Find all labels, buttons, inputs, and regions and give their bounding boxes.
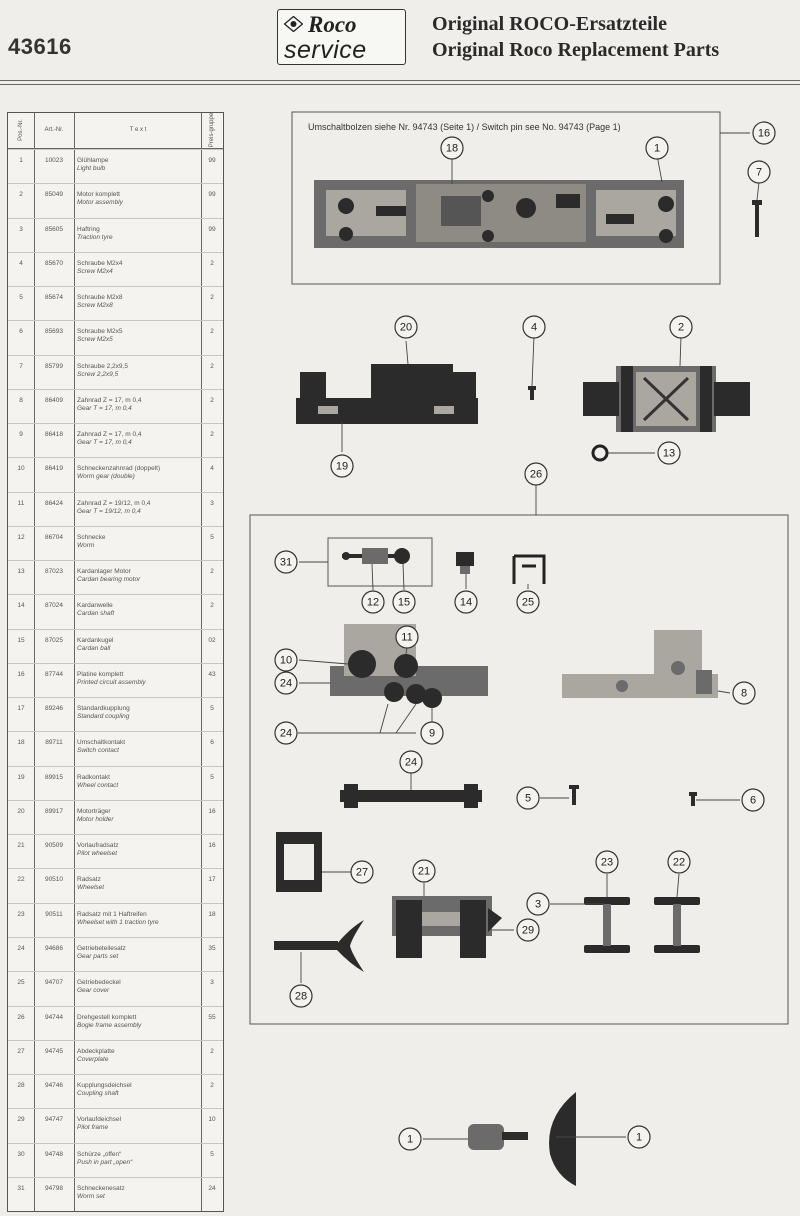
description-german: Schneckenzahnrad (doppelt) [77,465,161,473]
part-position: 15 [17,636,25,644]
callout-18 [441,137,463,159]
description-german: Motor komplett [77,191,120,199]
callout-label: 10 [279,654,293,667]
part-position: 4 [19,259,23,267]
callout-label: 13 [662,447,676,460]
part-position: 25 [17,979,25,987]
callout-19 [331,455,353,477]
callout-2 [670,316,692,338]
wheelset-22 [654,897,700,953]
description-german: Radkontakt [77,773,110,781]
part-position: 10 [17,465,25,473]
callout-25 [517,591,539,613]
description-english: Pilot wheelset [77,850,118,858]
price-group: 5 [210,533,214,541]
col-header-group: Preis-gruppe [209,112,215,148]
article-number: 90510 [44,876,64,884]
description-english: Pilot frame [77,1124,109,1132]
description-german: Zahnrad Z = 19/12, m 0,4 [77,499,151,507]
description-german: Schraube 2,2x9,5 [77,362,128,370]
description-german: Glühlampe [77,157,109,164]
part-position: 29 [17,1116,25,1124]
price-group: 17 [208,876,216,884]
price-group: 3 [210,499,214,507]
callout-label: 7 [755,166,763,179]
callout-label: 12 [366,596,380,609]
part-position: 3 [19,225,23,233]
callout-24 [275,722,297,744]
article-number: 86704 [44,533,64,541]
table-row [8,457,223,491]
table-row [8,731,223,765]
price-group: 55 [208,1013,216,1021]
part-position: 2 [19,191,23,199]
header-rule-top [0,80,800,81]
callout-label: 4 [530,321,538,334]
screw-6 [689,792,697,806]
table-row [8,937,223,971]
table-row [8,663,223,697]
price-group: 2 [210,602,214,610]
screw-5 [569,785,579,805]
callout-label: 26 [529,468,543,481]
article-number: 86418 [44,431,64,439]
price-group: 2 [210,294,214,302]
callout-label: 27 [355,866,369,879]
article-number: 85670 [44,259,64,267]
article-number: 87023 [44,568,64,576]
callout-label: 22 [672,856,686,869]
callout-label: 18 [445,142,459,155]
table-row [8,697,223,731]
header-rule-bottom [0,84,800,85]
table-row [8,1177,223,1211]
description-english: Coverplate [77,1055,109,1063]
callout-label: 1 [406,1133,414,1146]
description-german: Umschaltkontakt [77,739,126,747]
part-position: 21 [17,842,25,850]
screw-4 [528,386,536,400]
price-group: 99 [208,225,216,233]
price-group: 5 [210,773,214,781]
article-number: 89915 [44,773,64,781]
callout-29 [517,919,539,941]
callout-label: 21 [417,865,431,878]
description-english: Screw M2x5 [77,336,113,344]
description-german: Kardankugel [77,636,114,644]
cardan-bearing [593,446,607,460]
description-english: Motor holder [77,815,114,823]
part-position: 20 [17,807,25,815]
description-german: Motorträger [77,807,111,815]
description-english: Worm [77,541,95,549]
callout-label: 31 [279,556,293,569]
description-english: Wheel contact [77,781,119,789]
callout-label: 29 [521,924,535,937]
callout-label: 25 [521,596,535,609]
screw-7 [752,200,762,237]
callout-13 [658,442,680,464]
callout-24 [275,672,297,694]
part-position: 26 [17,1013,25,1021]
price-group: 2 [210,431,214,439]
part-position: 14 [17,602,25,610]
table-row [8,868,223,902]
article-number: 85049 [44,191,64,199]
table-row [8,594,223,628]
price-group: 16 [208,807,216,815]
article-number: 89711 [45,739,63,747]
callout-31 [275,551,297,573]
callout-label: 19 [335,460,349,473]
price-group: 99 [208,191,216,199]
description-english: Gear cover [77,987,110,995]
switch-pin-note: Umschaltbolzen siehe Nr. 94743 (Seite 1) / Switch pin see No. 94743 (Page 1) [308,122,621,132]
part-position: 17 [17,705,25,713]
callout-label: 24 [279,727,293,740]
article-number: 94745 [44,1047,64,1055]
table-row [8,971,223,1005]
table-row [8,286,223,320]
article-number: 86409 [44,396,64,404]
light-bulb-bottom [468,1124,528,1150]
callout-label: 15 [397,596,411,609]
callout-label: 28 [294,990,308,1003]
callout-label: 2 [677,321,685,334]
part-position: 30 [17,1150,25,1158]
callout-label: 8 [740,687,748,700]
price-group: 02 [208,636,216,644]
description-german: Vorlaufdeichsel [77,1116,122,1124]
callout-6 [742,789,764,811]
callout-1 [399,1128,421,1150]
logo-service: service [284,36,367,64]
table-row [8,800,223,834]
article-number: 86424 [44,499,64,507]
article-number: 10023 [44,157,64,164]
col-header-text: T e x t [129,127,147,133]
table-row [8,149,223,183]
roco-emblem-icon [284,16,303,32]
price-group: 4 [210,465,214,473]
description-english: Light bulb [77,165,106,172]
article-number: 90511 [45,910,63,918]
table-row [8,526,223,560]
description-german: Radsatz [77,876,101,884]
article-number: 94798 [44,1184,64,1192]
part-position: 1 [19,157,23,164]
part-position: 16 [17,670,25,678]
callout-label: 16 [757,127,771,140]
description-english: Printed circuit assembly [77,678,146,686]
coverplate [276,832,322,892]
part-position: 28 [17,1082,25,1090]
description-german: Schneckenesatz [77,1184,125,1192]
description-english: Cardan ball [77,644,111,652]
description-german: Kupplungsdeichsel [77,1082,132,1090]
callout-label: 24 [279,677,293,690]
description-english: Worm set [77,1192,105,1200]
price-group: 24 [208,1184,216,1192]
part-position: 8 [19,396,23,404]
table-row [8,423,223,457]
article-number: 85674 [44,294,64,302]
table-row [8,183,223,217]
price-group: 2 [210,568,214,576]
part-position: 6 [19,328,23,336]
price-group: 5 [210,1150,214,1158]
description-german: Drehgestell komplett [77,1013,137,1021]
price-group: 2 [210,1047,214,1055]
callout-9 [421,722,443,744]
title-english: Original Roco Replacement Parts [432,39,720,61]
callout-label: 3 [534,898,542,911]
description-german: Getriebeteilesatz [77,944,126,952]
worm-shaft [342,548,410,564]
table-row [8,560,223,594]
description-german: Haftring [77,225,100,233]
description-english: Traction tyre [77,233,113,241]
callout-12 [362,591,384,613]
callout-16 [753,122,775,144]
part-position: 22 [17,876,25,884]
article-number: 94747 [44,1116,64,1124]
table-row [8,834,223,868]
callout-23 [596,851,618,873]
description-english: Screw M2x4 [77,267,113,275]
callout-15 [393,591,415,613]
callout-1 [646,137,668,159]
callout-22 [668,851,690,873]
part-position: 31 [17,1184,25,1192]
price-group: 35 [208,944,216,952]
printed-circuit-assembly [314,180,684,248]
callout-5 [517,787,539,809]
part-position: 19 [17,773,25,781]
article-number: 94744 [44,1013,64,1021]
callout-label: 14 [459,596,473,609]
table-row [8,218,223,252]
article-number: 87025 [44,636,64,644]
callout-28 [290,985,312,1007]
cardan-shaft [456,552,474,574]
pilot-frame [392,896,502,958]
callout-26 [525,463,547,485]
description-german: Kardanlager Motor [77,568,131,576]
price-group: 6 [210,739,214,747]
description-english: Wheelset [77,884,105,892]
table-row [8,389,223,423]
callout-label: 9 [428,727,436,740]
description-english: Gear parts set [77,952,119,960]
callout-label: 5 [524,792,532,805]
table-row [8,1006,223,1040]
article-number: 89917 [44,807,64,815]
callout-label: 24 [404,756,418,769]
parts-table [7,112,224,1212]
gear-cover [514,556,544,584]
callout-1 [628,1126,650,1148]
description-german: Schraube M2x8 [77,294,123,302]
callout-8 [733,682,755,704]
part-position: 12 [17,533,25,541]
price-group: 2 [210,328,214,336]
part-position: 18 [17,739,25,747]
wheelset-23 [584,897,630,953]
price-group: 2 [210,259,214,267]
article-number: 90509 [44,842,64,850]
part-position: 23 [17,910,25,918]
description-english: Bogie frame assembly [77,1021,142,1029]
description-english: Switch contact [77,747,119,755]
description-english: Gear T = 17, m 0,4 [77,404,132,412]
price-group: 3 [210,979,214,987]
description-german: Schürze „offen“ [77,1150,122,1158]
callout-20 [395,316,417,338]
callout-4 [523,316,545,338]
callout-14 [455,591,477,613]
callout-label: 1 [653,142,661,155]
motor-assembly [583,366,750,432]
price-group: 99 [208,157,216,164]
part-position: 11 [17,499,25,507]
callout-3 [527,893,549,915]
table-row [8,1074,223,1108]
article-number: 94746 [44,1082,64,1090]
description-english: Wheelset with 1 traction tyre [77,918,159,926]
description-german: Getriebedeckel [77,979,121,987]
description-german: Zahnrad Z = 17, m 0,4 [77,431,142,439]
article-number: 85605 [44,225,64,233]
description-english: Push in part „open“ [77,1158,133,1166]
callout-27 [351,861,373,883]
callout-label: 20 [399,321,413,334]
part-position: 13 [17,568,25,576]
callout-21 [413,860,435,882]
table-row [8,320,223,354]
part-position: 7 [19,362,23,370]
table-row [8,1143,223,1177]
callout-label: 6 [749,794,757,807]
price-group: 10 [208,1116,216,1124]
price-group: 2 [210,396,214,404]
table-row [8,903,223,937]
description-english: Motor assembly [77,199,123,207]
coupling-shaft [274,920,364,972]
description-english: Cardan bearing motor [77,576,141,584]
price-group: 2 [210,1082,214,1090]
roco-service-logo [277,9,406,65]
description-english: Coupling shaft [77,1090,119,1098]
article-number: 89246 [44,705,64,713]
description-german: Radsatz mit 1 Haftreifen [77,910,147,918]
description-english: Screw M2x8 [77,302,113,310]
description-english: Standard coupling [77,713,130,721]
table-row [8,1040,223,1074]
callout-24 [400,751,422,773]
article-number: 85799 [44,362,64,370]
description-german: Vorlaufradsatz [77,842,119,850]
description-english: Gear T = 17, m 0,4 [77,439,132,447]
table-row [8,252,223,286]
price-group: 5 [210,705,214,713]
article-number: 85693 [44,328,64,336]
article-number: 94748 [44,1150,64,1158]
description-german: Schnecke [77,533,106,541]
part-position: 9 [19,431,23,439]
table-row [8,355,223,389]
price-group: 2 [210,362,214,370]
article-number: 86419 [44,465,64,473]
title-german: Original ROCO-Ersatzteile [432,13,667,35]
col-header-art: Art.-Nr. [44,127,64,133]
description-german: Abdeckplatte [77,1047,115,1055]
callout-7 [748,161,770,183]
table-row [8,492,223,526]
description-german: Zahnrad Z = 17, m 0,4 [77,396,142,404]
col-header-pos: Pos.-Nr. [18,119,24,141]
description-english: Screw 2,2x9,5 [77,370,119,378]
description-german: Schraube M2x5 [77,328,123,336]
description-german: Schraube M2x4 [77,259,123,267]
table-row [8,766,223,800]
description-german: Kardanwelle [77,602,113,610]
description-german: Standardkupplung [77,705,130,713]
description-english: Cardan shaft [77,610,115,618]
table-row [8,1108,223,1142]
callout-10 [275,649,297,671]
exploded-parts-diagram [226,96,800,1216]
price-group: 18 [208,910,216,918]
callout-label: 23 [600,856,614,869]
part-position: 24 [17,944,25,952]
callout-label: 1 [635,1131,643,1144]
part-position: 5 [19,294,23,302]
callout-label: 11 [401,631,413,644]
logo-brand: Roco [308,12,357,37]
gear-block-right [562,630,718,698]
push-in-part [549,1092,576,1186]
motor-holder [296,364,478,424]
article-number: 94707 [44,979,64,987]
price-group: 43 [208,670,216,678]
article-number: 87024 [44,602,64,610]
callout-11 [396,626,418,648]
price-group: 16 [208,842,216,850]
part-position: 27 [17,1047,25,1055]
description-english: Worm gear (double) [77,473,135,481]
table-row [8,629,223,663]
article-number: 94686 [44,944,64,952]
document-number: 43616 [8,34,72,59]
article-number: 87744 [44,670,64,678]
description-german: Platine komplett [77,670,124,678]
description-english: Gear T = 19/12, m 0,4 [77,507,141,515]
